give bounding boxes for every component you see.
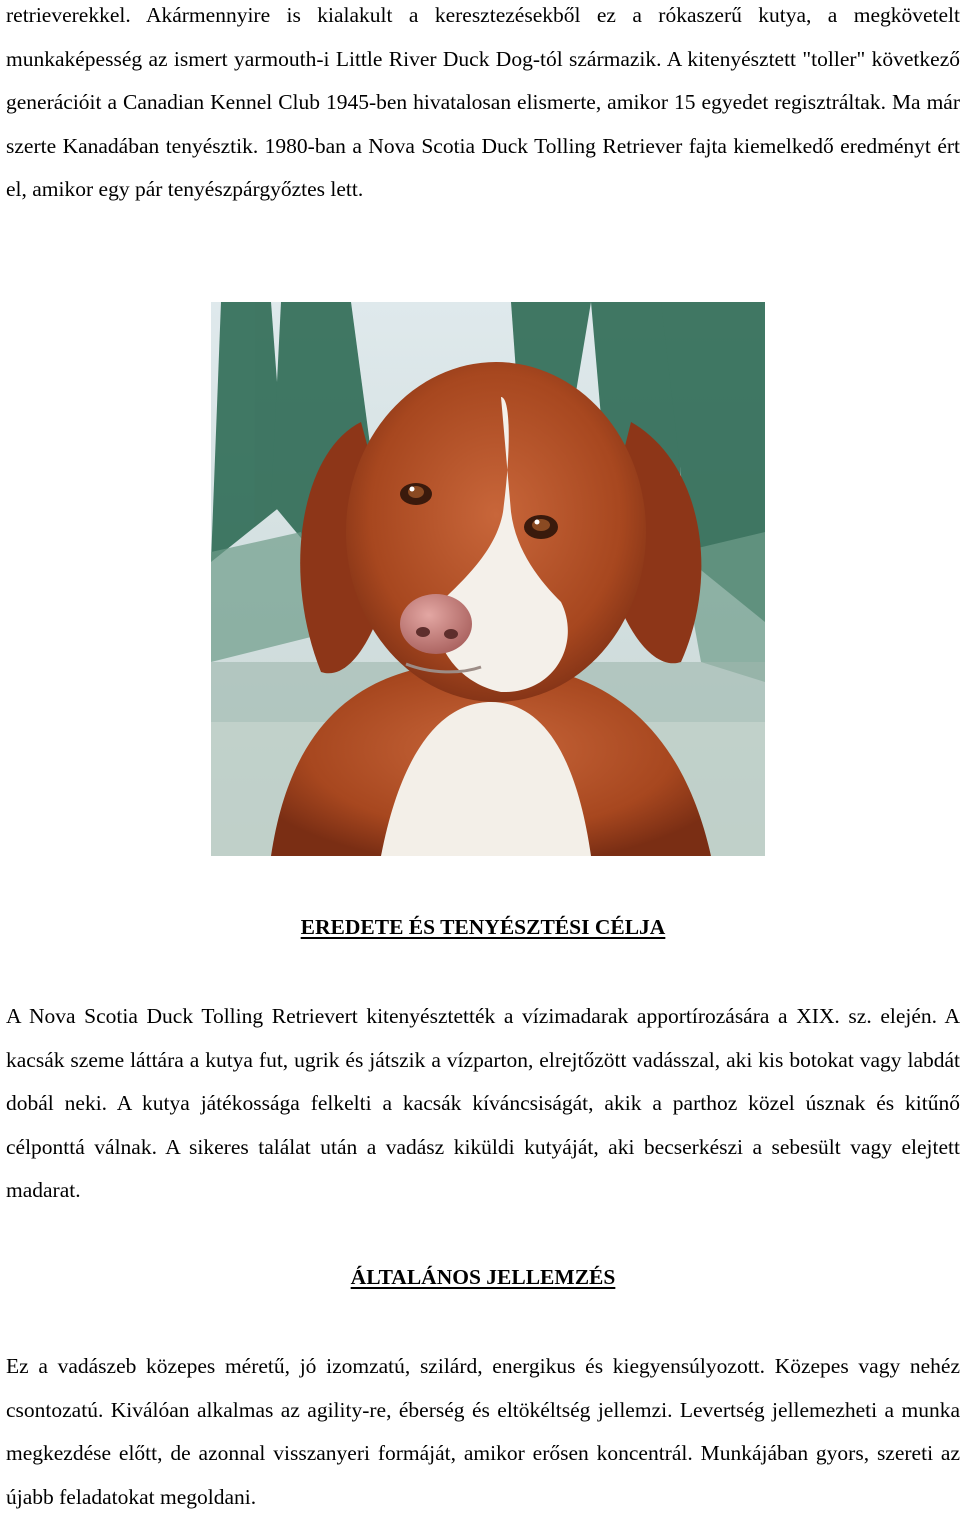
heading-general: ÁLTALÁNOS JELLEMZÉS (350, 1265, 616, 1289)
dog-photo (211, 302, 765, 856)
paragraph-origin: A Nova Scotia Duck Tolling Retrievert kitenyésztették a vízimadarak apportírozására a XIX. sz. elején. A kacsák szeme láttára a kutya fut, ugrik és játszik a vízparton, elrejtőzött vadásszal, aki kis botokat vagy labdát dobál neki. A kutya játékossága felkelti a kacsák kíváncsiságát, akik a parthoz közel úsznak és kitűnő célponttá válnak. A sikeres találat után a vadász kiküldi kutyáját, aki becserkészi a sebesült vagy elejtett madarat. (6, 1004, 960, 1202)
paragraph-intro: retrieverekkel. Akármennyire is kialakult a keresztezésekből ez a rókaszerű kutya, a megkövetelt munkaképesség az ismert yarmouth-i Little River Duck Dog-tól származik. A kitenyésztett "toller" következő generációit a Canadian Kennel Club 1945-ben hivatalosan elismerte, amikor 15 egyedet regisztráltak. Ma már szerte Kanadában tenyésztik. 1980-ban a Nova Scotia Duck Tolling Retriever fajta kiemelkedő eredményt ért el, amikor egy pár tenyészpárgyőztes lett. (6, 3, 960, 201)
heading-origin: EREDETE ÉS TENYÉSZTÉSI CÉLJA (300, 915, 666, 939)
dog-illustration (211, 302, 765, 856)
paragraph-general: Ez a vadászeb közepes méretű, jó izomzatú, szilárd, energikus és kiegyensúlyozott. Közepes vagy nehéz csontozatú. Kiválóan alkalmas az agility-re, éberség és eltökéltség jellemzi. Levertség jellemezheti a munka megkezdése előtt, de azonnal visszanyeri formáját, amikor erősen koncentrál. Munkájában gyors, szereti az újabb feladatokat megoldani. (6, 1354, 960, 1509)
